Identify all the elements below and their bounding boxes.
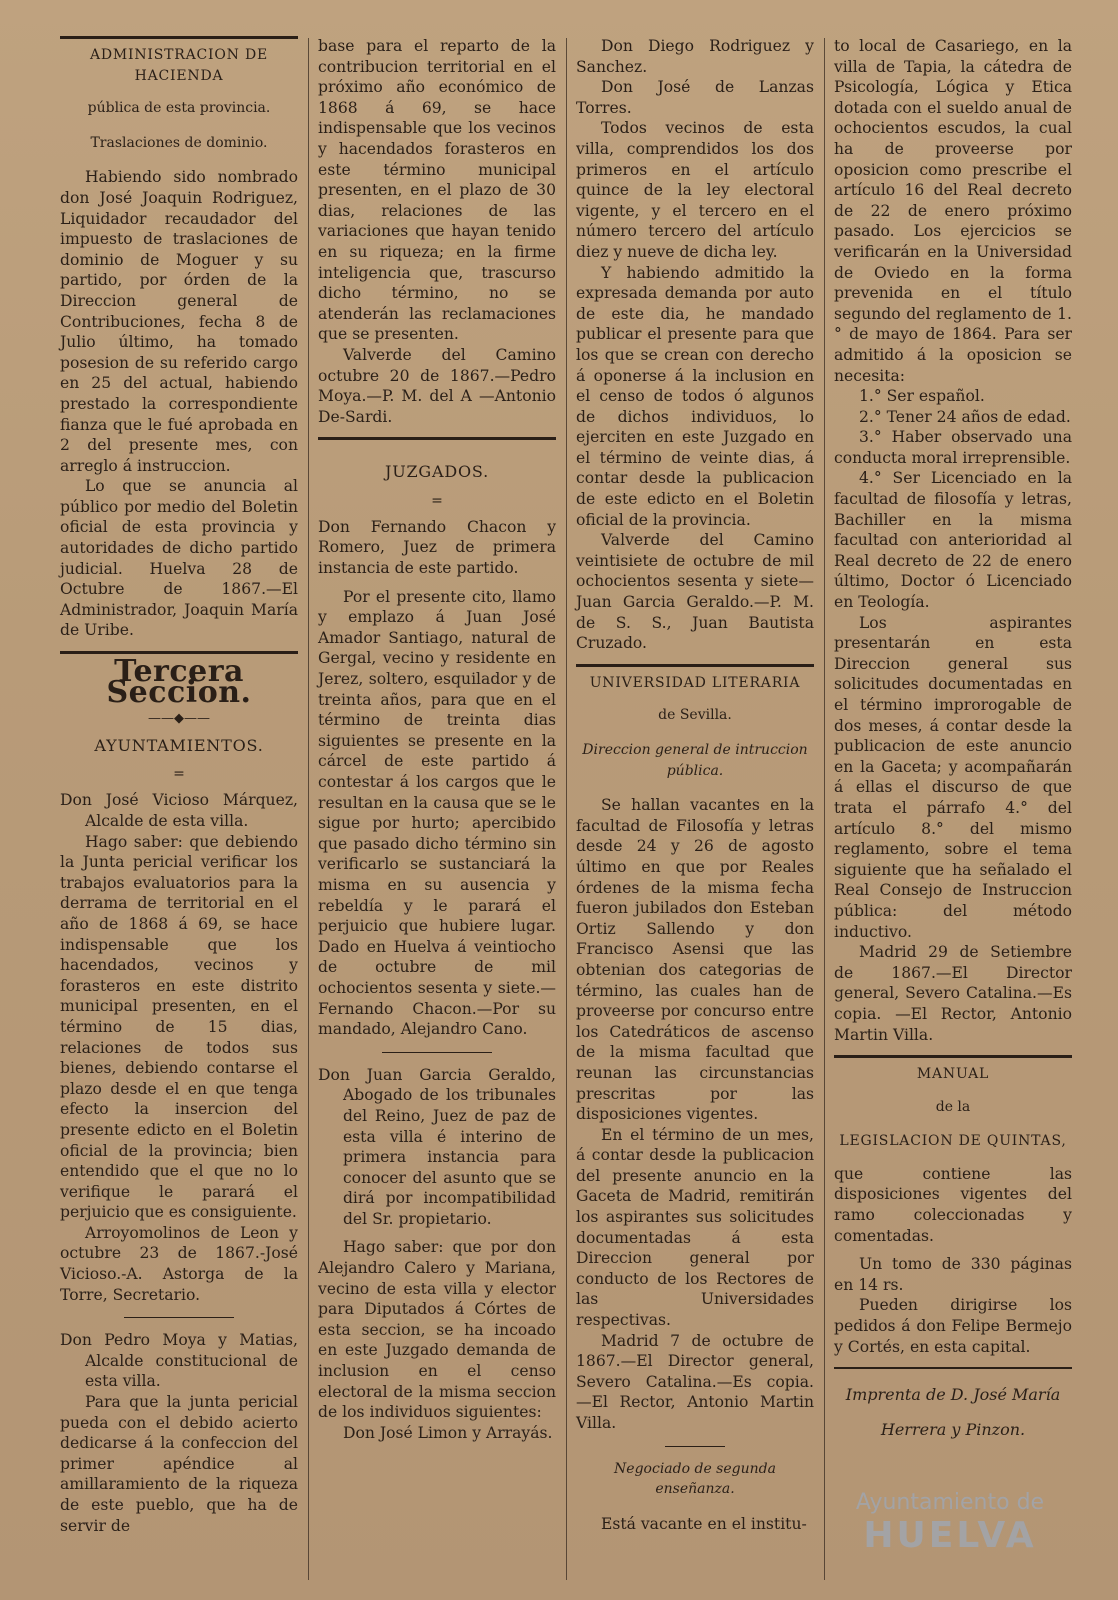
paragraph: to local de Casariego, en la villa de Tapia, la cátedra de Psicología, Lógica y Etica dotada con el sueldo anual de ochocientos escudos, la cual ha de proveerse por oposicion como prescribe el artículo 16 del Real decreto de 22 de enero próximo pasado. Los ejercicios se verificarán en la Universidad de Oviedo en la forma prevenida en el título segundo del reglamento de 1.° de mayo de 1864. Para ser admitido á la oposicion se necesita: <box>834 37 1072 385</box>
paragraph: Habiendo sido nombrado don José Joaquin Rodriguez, Liquidador recaudador del impuesto de traslaciones de dominio de Moguer y su partido, por órden de la Direccion general de Contribuciones, fecha 8 de Julio último, ha tomado posesion de su referido cargo en 25 del actual, habiendo prestado la correspondiente fianza que le fué aprobada en 2 del presente mes, con arreglo á instruccion. <box>60 168 298 475</box>
paragraph: Don José Limon y Arrayás. <box>342 1423 553 1442</box>
section-rule <box>834 1367 1072 1369</box>
paragraph: Está vacante en el institu- <box>600 1514 807 1533</box>
paragraph: Lo que se anuncia al público por medio del Boletin oficial de esta provincia y autoridades de dicho partido judicial. Huelva 28 de Octubre de 1867.—El Administrador, Joaquin María de Uribe. <box>60 477 298 640</box>
watermark-logo <box>832 1490 1068 1586</box>
heading-ayuntamientos: AYUNTAMIENTOS. <box>94 735 264 755</box>
ad-title: MANUAL <box>916 1066 990 1083</box>
section-rule <box>60 36 298 39</box>
paragraph: Todos vecinos de esta villa, comprendidos los dos primeros en el artículo quince de la ley electoral vigente, y el tercero en el número tercero del artículo diez y nueve de dicha ley. <box>576 119 814 261</box>
notice-author: Don Fernando Chacon y Romero, Juez de primera instancia de este partido. <box>318 517 556 578</box>
paragraph: Los aspirantes presentarán en esta Direccion general sus solicitudes documentadas en el término improrogable de dos meses, á contar desde la publicacion de este anuncio en la Gaceta; y acompañarán á ellas el discurso de que trata el párrafo 4.° del artículo 8.° del mismo reglamento, sobre el tema siguiente que ha señalado el Real Consejo de Instruccion pública: del método inductivo. <box>834 613 1072 941</box>
watermark-line1: Ayuntamiento de <box>855 1490 1045 1515</box>
requirement: 4.° Ser Licenciado en la facultad de filosofía y letras, Bachiller en la misma facultad con anterioridad al Real decreto de 22 de enero último, Doctor ó Licenciado en Teología. <box>834 469 1072 612</box>
paragraph: En el término de un mes, á contar desde la publicacion del presente anuncio en la Gaceta de Madrid, remitirán los aspirantes sus solicitudes documentadas á esta Direccion general por conducto de los Rectores de las Universidades respectivas. <box>576 1125 814 1330</box>
column-1 <box>60 36 298 1536</box>
requirement: 1.° Ser español. <box>858 387 985 406</box>
ad-title-de: de la <box>935 1098 971 1115</box>
paragraph: Don José de Lanzas Torres. <box>576 78 814 117</box>
heading-hacienda: ADMINISTRACION DE HACIENDA <box>89 47 269 84</box>
notice-author: Don Juan Garcia Geraldo, Abogado de los tribunales del Reino, Juez de paz de esta villa é interino de primera instancia para conocer del asunto que se dirá por incompatibilidad del Sr. propietario. <box>318 1065 556 1228</box>
paragraph: Don Diego Rodriguez y Sanchez. <box>576 37 814 76</box>
divider <box>665 1446 725 1447</box>
section-title: Tercera Seccion. <box>106 654 252 710</box>
heading-universidad: UNIVERSIDAD LITERARIA <box>589 674 801 691</box>
paragraph: Un tomo de 330 páginas en 14 rs. <box>834 1255 1072 1294</box>
section-rule <box>576 664 814 667</box>
column-3 <box>576 36 814 1534</box>
ad-title2: LEGISLACION DE QUINTAS, <box>839 1133 1067 1150</box>
divider-ornament: = <box>173 766 185 783</box>
section-rule <box>834 1055 1072 1058</box>
divider-ornament: = <box>431 492 443 509</box>
paragraph: base para el reparto de la contribucion territorial en el próximo año económico de 1868 á 69, se hace indispensable que los vecinos y hacendados forasteros en este término municipal presenten, en el plazo de 30 dias, relaciones de las variaciones que hayan tenido en su riqueza; en la firme inteligencia que, trascurso dicho término, no se atenderán las reclamaciones que se presenten. <box>318 37 556 344</box>
paragraph: Madrid 7 de octubre de 1867.—El Director general, Severo Catalina.—Es copia. —El Rector, Antonio Martin Villa. <box>576 1331 814 1432</box>
ad-description: que contiene las disposiciones vigentes del ramo coleccionadas y comentadas. <box>834 1164 1072 1245</box>
section-rule <box>318 437 556 440</box>
requirement: 2.° Tener 24 años de edad. <box>858 407 1071 426</box>
imprint: Imprenta de D. José María <box>845 1385 1061 1405</box>
paragraph: Por el presente cito, llamo y emplazo á Juan José Amador Santiago, natural de Gergal, vecino y residente en Jerez, soltero, esquilador y de treinta años, para que en el término de treinta dias siguientes se presente en la cárcel de este partido á contestar á los cargos que le resultan en la causa que se le sigue por hurto; apercibido que pasado dicho término sin verificarlo se sustanciará la misma en su ausencia y rebeldía y le parará el perjuicio que hubiere lugar. Dado en Huelva á veintiocho de octubre de mil ochocientos sesenta y siete.—Fernando Chacon.—Por su mandado, Alejandro Cano. <box>318 587 556 1039</box>
subheading: de Sevilla. <box>658 707 732 724</box>
subheading: Negociado de segunda enseñanza. <box>614 1460 776 1498</box>
column-rule <box>566 38 567 1580</box>
watermark-line2: HUELVA <box>863 1515 1037 1556</box>
paragraph: Y habiendo admitido la expresada demanda por auto de este dia, he mandado publicar el presente para que los que se crean con derecho á oponerse á la inclusion en el censo de todos ó algunos de dichos individuos, lo ejerciten en este Juzgado en el término de veinte dias, á contar desde la publicacion de este edicto en el Boletin oficial de la provincia. <box>576 263 814 529</box>
paragraph: Hago saber: que debiendo la Junta pericial verificar los trabajos evaluatorios para la derrama de territorial en el año de 1868 á 69, se hace indispensable que los hacendados, vecinos y forasteros en este distrito municipal presenten, en el término de 15 dias, relaciones de todos sus bienes, debiendo contarse el plazo desde el en que tenga efecto la insercion del presente edicto en el Boletin oficial de la provincia; bien entendido que el que no lo verifique le parará el perjuicio que es consiguiente. <box>60 832 298 1222</box>
notice-author: Don José Vicioso Márquez, Alcalde de esta villa. <box>60 791 298 830</box>
subheading: Traslaciones de dominio. <box>90 134 268 151</box>
divider <box>124 1317 234 1318</box>
paragraph: Hago saber: que por don Alejandro Calero y Mariana, vecino de esta villa y elector para Diputados á Córtes de esta seccion, se ha incoado en este Juzgado demanda de inclusion en el censo electoral de la misma seccion de los individuos siguientes: <box>318 1238 556 1422</box>
paragraph: Valverde del Camino octubre 20 de 1867.—Pedro Moya.—P. M. del A —Antonio De-Sardi. <box>318 345 556 426</box>
notice-author: Don Pedro Moya y Matias, Alcalde constitucional de esta villa. <box>60 1331 298 1391</box>
imprint: Herrera y Pinzon. <box>880 1419 1026 1439</box>
subheading: pública de esta provincia. <box>87 100 271 117</box>
paragraph: Pueden dirigirse los pedidos á don Felipe Bermejo y Cortés, en esta capital. <box>834 1296 1072 1356</box>
subheading: Direccion general de intruccion pública. <box>582 742 808 779</box>
paragraph: Para que la junta pericial pueda con el debido acierto dedicarse á la confeccion del primer apéndice al amillaramiento de la riqueza de este pueblo, que ha de servir de <box>60 1393 298 1535</box>
requirement: 3.° Haber observado una conducta moral irreprensible. <box>834 428 1072 467</box>
column-2 <box>318 36 556 1443</box>
heading-juzgados: JUZGADOS. <box>385 462 489 482</box>
divider <box>382 1052 492 1053</box>
flourish-ornament: ——◆—— <box>148 711 210 727</box>
column-rule <box>308 38 309 1580</box>
paragraph: Arroyomolinos de Leon y octubre 23 de 1867.-José Vicioso.-A. Astorga de la Torre, Secretario. <box>60 1223 298 1304</box>
paragraph: Valverde del Camino veintisiete de octubre de mil ochocientos sesenta y siete—Juan Garcia Geraldo.—P. M. de S. S., Juan Bautista Cruzado. <box>576 531 814 653</box>
column-4 <box>834 36 1072 1454</box>
paragraph: Se hallan vacantes en la facultad de Filosofía y letras desde 24 y 26 de agosto último en que por Reales órdenes de la misma fecha fueron jubilados don Esteban Ortiz Sallendo y don Francisco Asensi que las obtenian dos categorias de término, las cuales han de proveerse por concurso entre los Catedráticos de ascenso de la misma facultad que reunan las circunstancias prescritas por las disposiciones vigentes. <box>576 796 814 1124</box>
paragraph: Madrid 29 de Setiembre de 1867.—El Director general, Severo Catalina.—Es copia. —El Rector, Antonio Martin Villa. <box>834 943 1072 1044</box>
column-rule <box>824 38 825 1580</box>
